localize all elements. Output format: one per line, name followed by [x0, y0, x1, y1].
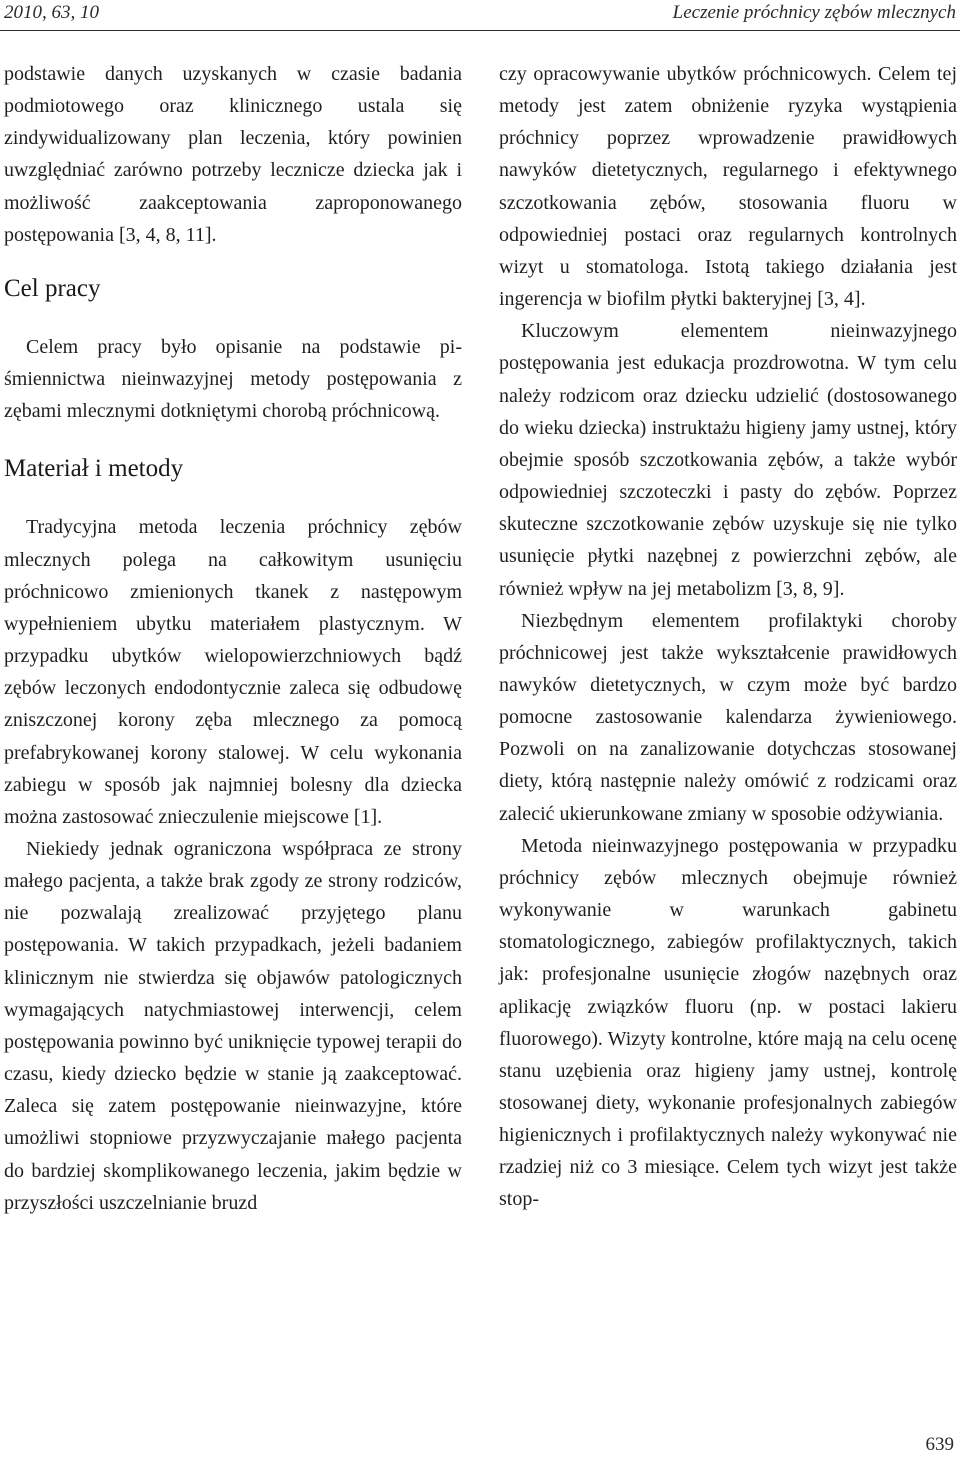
section-heading-material-i-metody: Materiał i metody [4, 455, 184, 483]
running-header [0, 0, 960, 31]
intro-paragraph: podstawie danych uzyskanych w czasie badania podmiotowego oraz klinicznego ustala się zindywidualizowany plan leczenia, który powinien uwzględniać zarówno potrzeby lecznicze dziecka jak i możliwość zaakceptowania zaproponowanego postępowania [3, 4, 8, 11]. [4, 63, 462, 246]
material-paragraph-1: Tradycyjna metoda leczenia próchnicy zębów mlecznych polega na całkowitym usunięciu próchnicowo zmienionych tkanek z następowym wypełnieniem ubytku materiałem plastycznym. W przypadku ubytków wielopowierzchniowych bądź zębów leczonych endodontycznie zaleca się odbudowę zniszczonej korony zęba mlecznego za pomocą prefabrykowanej korony stalowej. W celu wykonania zabiegu w sposób jak najmniej bolesny dla dziecka można zastosować znieczulenie miejscowe [1]. [4, 516, 462, 828]
running-title: Leczenie próchnicy zębów mlecznych [672, 2, 956, 23]
material-paragraph-2: Niekiedy jednak ograniczona współpraca ze strony małego pacjenta, a także brak zgody ze strony rodziców, nie pozwalają zrealizować przyjętego planu postępowania. W takich przypadkach, jeżeli badaniem klinicznym nie stwierdza się objawów patologicznych wymagających natychmiastowej interwencji, celem postępowania powinno być uniknięcie typowej terapii do czasu, kiedy dziecko będzie w stanie ją zaakceptować. Zaleca się zatem postępowanie nieinwazyjne, które umożliwi stopniowe przyzwyczajanie małego pacjenta do bardziej skomplikowanego leczenia, jakim będzie w przyszłości uszczelnianie bruzd [4, 837, 462, 1214]
left-column [4, 58, 462, 1219]
right-paragraph-4: Metoda nieinwazyjnego postępowania w przypadku próchnicy zębów mlecznych obejmuje również wykonywanie w warunkach gabinetu stomatologicznego, zabiegów profilaktycznych, takich jak: profesjonalne usunięcie złogów nazębnych oraz aplikację związków fluoru (np. w postaci lakieru fluorowego). Wizyty kontrolne, które mają na celu ocenę stanu uzębienia oraz higieny jamy ustnej, kontrolę stosowanej diety, wykonanie profesjonalnych zabiegów higienicznych i profilaktycznych należy wykonywać nie rzadziej niż co 3 miesiące. Celem tych wizyt jest także stop- [499, 834, 957, 1211]
right-paragraph-1: czy opracowywanie ubytków próchnicowych. Celem tej metody jest zatem obniżenie ryzyka wystąpienia próchnicy poprzez wprowadzenie prawidłowych nawyków dietetycznych, regularnego i efektywnego szczotkowania zębów, stosowania fluoru w odpowiedniej postaci oraz regularnych kontrolnych wizyt u stomatologa. Istotą takiego działania jest ingerencja w biofilm płytki bakteryjnej [3, 4]. [499, 63, 957, 311]
right-column [499, 58, 957, 1216]
cel-paragraph: Celem pracy było opisanie na podstawie piśmiennictwa nieinwazyjnej metody postępowania z zębami mlecznymi dotkniętymi chorobą próchnicową. [4, 335, 462, 423]
right-paragraph-2: Kluczowym elementem nieinwazyjnego postępowania jest edukacja prozdrowotna. W tym celu należy rodzicom oraz dziecku udzielić (dostosowanego do wieku dziecka) instruktażu higieny jamy ustnej, który obejmie sposób szczotkowania zębów, a także wybór odpowiedniej szczoteczki i pasty do zębów. Poprzez skuteczne szczotkowanie zębów uzyskuje się nie tylko usunięcie płytki nazębnej z powierzchni zębów, ale również wpływ na jej metabolizm [3, 8, 9]. [499, 320, 957, 600]
journal-issue: 2010, 63, 10 [4, 2, 99, 23]
page-number: 639 [925, 1434, 954, 1455]
section-heading-cel-pracy: Cel pracy [4, 274, 101, 302]
right-paragraph-3: Niezbędnym elementem profilaktyki choroby próchnicowej jest także wykształcenie prawidłowych nawyków dietetycznych, w czym może być bardzo pomocne zastosowanie kalendarza żywieniowego. Pozwoli on na zanalizowanie dotychczas stosowanej diety, którą następnie należy omówić z rodzicami oraz zalecić ukierunkowane zmiany w sposobie odżywiania. [499, 609, 957, 825]
